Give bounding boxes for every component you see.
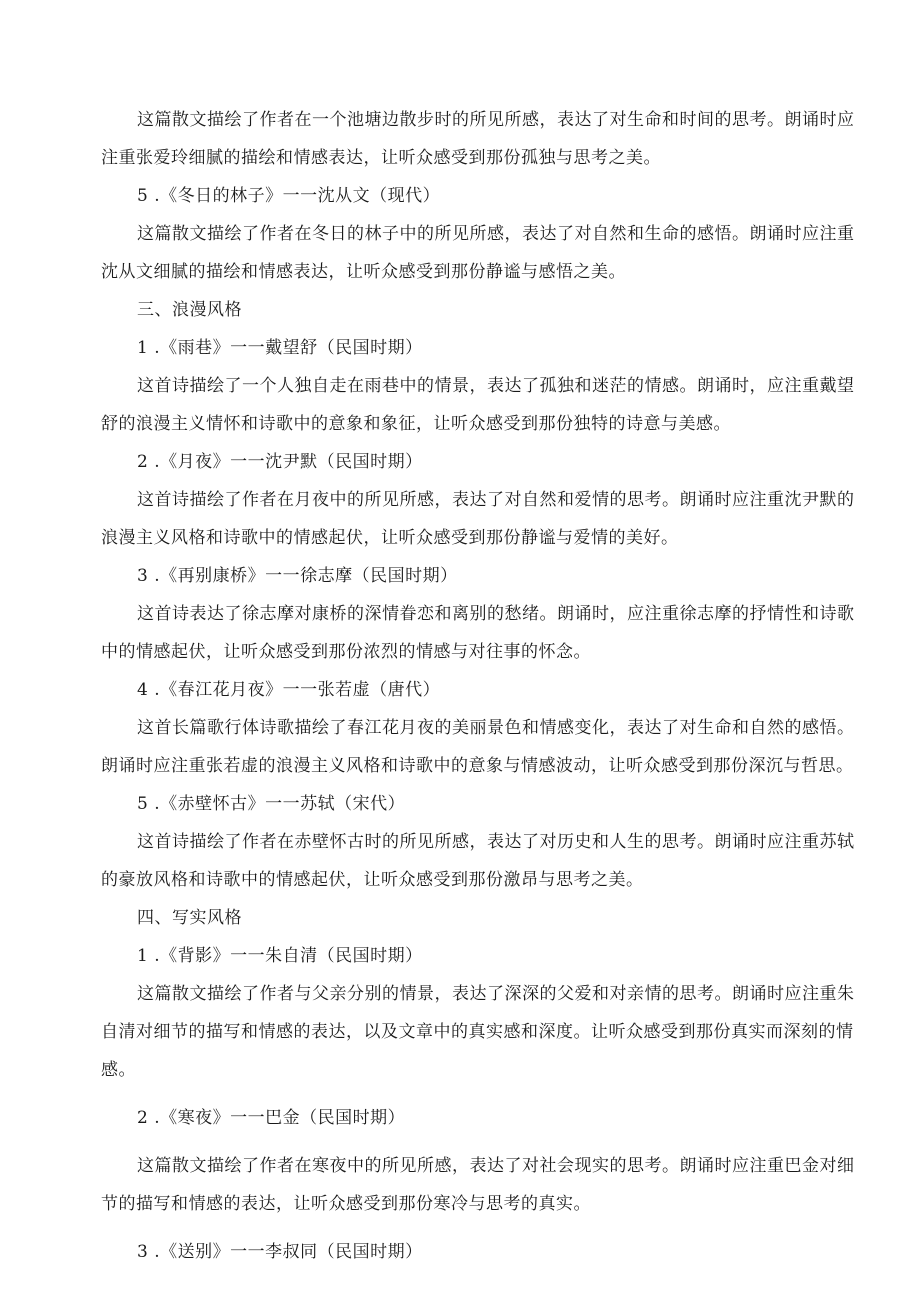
paragraph-line: 的豪放风格和诗歌中的情感起伏，让听众感受到那份激昂与思考之美。: [101, 870, 644, 890]
paragraph-line: 这篇散文描绘了作者在一个池塘边散步时的所见所感，表达了对生命和时间的思考。朗诵时应: [137, 110, 855, 130]
paragraph-line: 浪漫主义风格和诗歌中的情感起伏，让听众感受到那份静谧与爱情的美好。: [101, 528, 679, 548]
paragraph-line: 沈从文细腻的描绘和情感表达，让听众感受到那份静谧与感悟之美。: [101, 262, 626, 282]
text-block: [101, 101, 855, 1271]
section-heading: 三、浪漫风格: [137, 300, 242, 320]
paragraph-line: 这篇散文描绘了作者在冬日的林子中的所见所感，表达了对自然和生命的感悟。朗诵时应注重: [137, 224, 855, 244]
paragraph-line: 这篇散文描绘了作者与父亲分别的情景，表达了深深的父爱和对亲情的思考。朗诵时应注重朱: [137, 984, 855, 1004]
paragraph-line: 这篇散文描绘了作者在寒夜中的所见所感，表达了对社会现实的思考。朗诵时应注重巴金对细: [137, 1156, 855, 1176]
paragraph-line: 这首诗表达了徐志摩对康桥的深情眷恋和离别的愁绪。朗诵时，应注重徐志摩的抒情性和诗歌: [137, 604, 855, 624]
paragraph-line: 中的情感起伏，让听众感受到那份浓烈的情感与对往事的怀念。: [101, 642, 591, 662]
list-item: 1 .《背影》一一朱自清（民国时期）: [137, 946, 423, 966]
list-item: 4 .《春江花月夜》一一张若虚（唐代）: [137, 680, 441, 700]
spacer: [101, 1137, 841, 1147]
document-body: [101, 101, 855, 1271]
list-item: 3 .《送别》一一李叔同（民国时期）: [137, 1242, 423, 1262]
paragraph-line: 感。: [101, 1060, 136, 1080]
paragraph-line: 朗诵时应注重张若虚的浪漫主义风格和诗歌中的意象与情感波动，让听众感受到那份深沉与哲思。: [101, 756, 854, 776]
list-item: 2 .《月夜》一一沈尹默（民国时期）: [137, 452, 423, 472]
list-item: 3 .《再别康桥》一一徐志摩（民国时期）: [137, 566, 458, 586]
list-item: 1 .《雨巷》一一戴望舒（民国时期）: [137, 338, 423, 358]
paragraph-line: 自清对细节的描写和情感的表达，以及文章中的真实感和深度。让听众感受到那份真实而深刻的情: [101, 1022, 854, 1042]
paragraph-line: 这首诗描绘了作者在赤壁怀古时的所见所感，表达了对历史和人生的思考。朗诵时应注重苏轼: [137, 832, 855, 852]
section-heading: 四、写实风格: [137, 908, 242, 928]
spacer: [101, 1089, 841, 1099]
paragraph-line: 这首长篇歌行体诗歌描绘了春江花月夜的美丽景色和情感变化，表达了对生命和自然的感悟。: [137, 718, 855, 738]
list-item: 5 .《冬日的林子》一一沈从文（现代）: [137, 186, 441, 206]
paragraph-line: 注重张爱玲细腻的描绘和情感表达，让听众感受到那份孤独与思考之美。: [101, 148, 661, 168]
paragraph-line: 舒的浪漫主义情怀和诗歌中的意象和象征，让听众感受到那份独特的诗意与美感。: [101, 414, 731, 434]
list-item: 2 .《寒夜》一一巴金（民国时期）: [137, 1108, 406, 1128]
paragraph-line: 这首诗描绘了一个人独自走在雨巷中的情景，表达了孤独和迷茫的情感。朗诵时，应注重戴望: [137, 376, 855, 396]
spacer: [101, 1223, 841, 1233]
paragraph-line: 节的描写和情感的表达，让听众感受到那份寒冷与思考的真实。: [101, 1194, 591, 1214]
list-item: 5 .《赤壁怀古》一一苏轼（宋代）: [137, 794, 406, 814]
paragraph-line: 这首诗描绘了作者在月夜中的所见所感，表达了对自然和爱情的思考。朗诵时应注重沈尹默的: [137, 490, 855, 510]
